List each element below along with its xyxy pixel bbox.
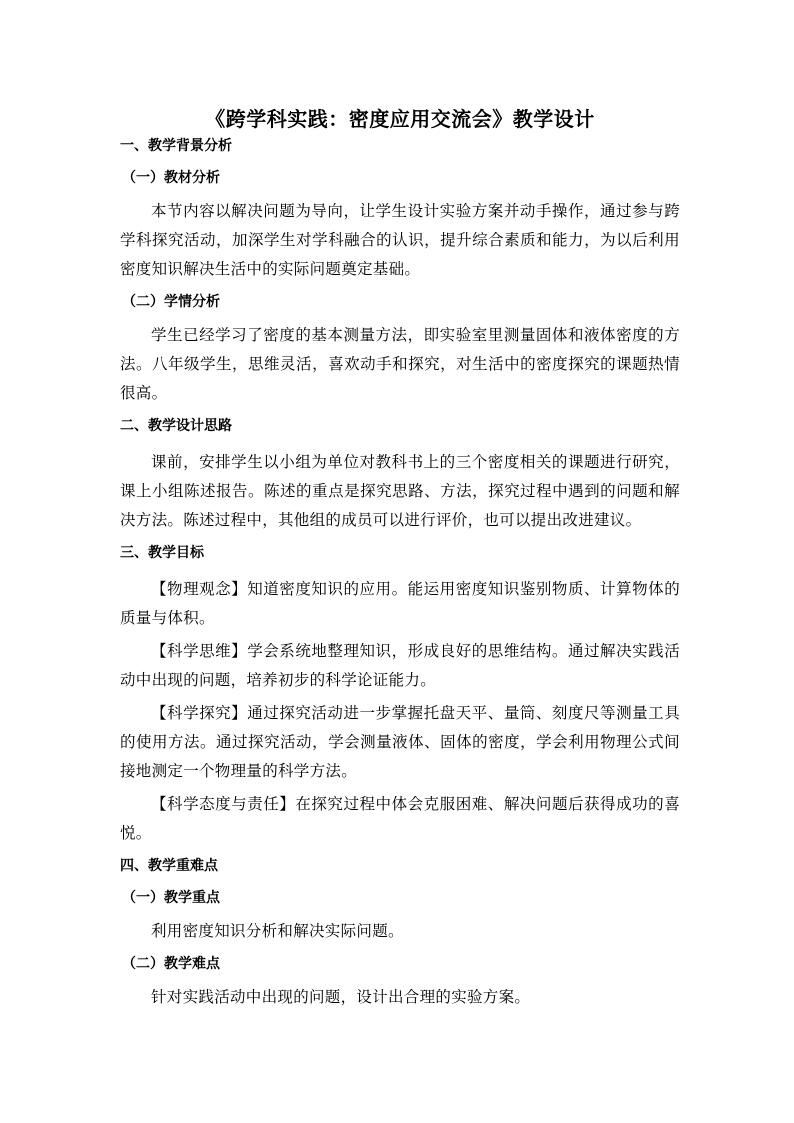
subsection-heading-focus: （一）教学重点 <box>122 890 220 906</box>
subsection-heading-material: （一）教材分析 <box>122 170 220 186</box>
subsection-heading-difficulty: （二）教学难点 <box>122 956 220 972</box>
goal-tag: 【科学态度与责任】 <box>151 795 296 813</box>
focus-paragraph: 利用密度知识分析和解决实际问题。 <box>151 922 404 940</box>
section-heading-design: 二、教学设计思路 <box>120 418 232 434</box>
goal-text: 知道密度知识的应用。能运用密度知识鉴别物质、计算物体的质量与体积。 <box>120 580 680 627</box>
difficulty-paragraph: 针对实践活动中出现的问题，设计出合理的实验方案。 <box>151 988 531 1006</box>
subsection-heading-students: （二）学情分析 <box>122 294 220 310</box>
goal-attitude-responsibility <box>120 790 680 848</box>
goal-tag: 【科学思维】 <box>151 642 248 660</box>
goal-text: 学会系统地整理知识，形成良好的思维结构。通过解决实践活动中出现的问题，培养初步的科学论证能力。 <box>120 642 680 689</box>
section-heading-background: 一、教学背景分析 <box>120 138 232 154</box>
goal-scientific-thinking <box>120 637 680 695</box>
student-analysis-paragraph: 学生已经学习了密度的基本测量方法，即实验室里测量固体和液体密度的方法。八年级学生，思维灵活，喜欢动手和探究，对生活中的密度探究的课题热情很高。 <box>120 326 680 402</box>
goal-tag: 【物理观念】 <box>151 580 248 598</box>
material-analysis-paragraph: 本节内容以解决问题为导向，让学生设计实验方案并动手操作，通过参与跨学科探究活动，加深学生对学科融合的认识，提升综合素质和能力，为以后利用密度知识解决生活中的实际问题奠定基础。 <box>120 202 680 278</box>
goal-scientific-inquiry <box>120 699 680 786</box>
section-heading-keypoints: 四、教学重难点 <box>120 858 218 874</box>
goal-text: 通过探究活动进一步掌握托盘天平、量筒、刻度尺等测量工具的使用方法。通过探究活动，学会测量液体、固体的密度，学会利用物理公式间接地测定一个物理量的科学方法。 <box>120 704 680 780</box>
goal-tag: 【科学探究】 <box>151 704 248 722</box>
document-title: 《跨学科实践：密度应用交流会》教学设计 <box>205 107 595 131</box>
design-paragraph: 课前，安排学生以小组为单位对教科书上的三个密度相关的课题进行研究，课上小组陈述报告。陈述的重点是探究思路、方法，探究过程中遇到的问题和解决方法。陈述过程中，其他组的成员可以进行评价，也可以提出改进建议。 <box>120 453 680 529</box>
goal-physics-concept <box>120 575 680 633</box>
goal-text: 在探究过程中体会克服困难、解决问题后获得成功的喜悦。 <box>120 795 681 842</box>
document-page <box>120 104 680 1014</box>
section-heading-goals: 三、教学目标 <box>120 545 204 561</box>
